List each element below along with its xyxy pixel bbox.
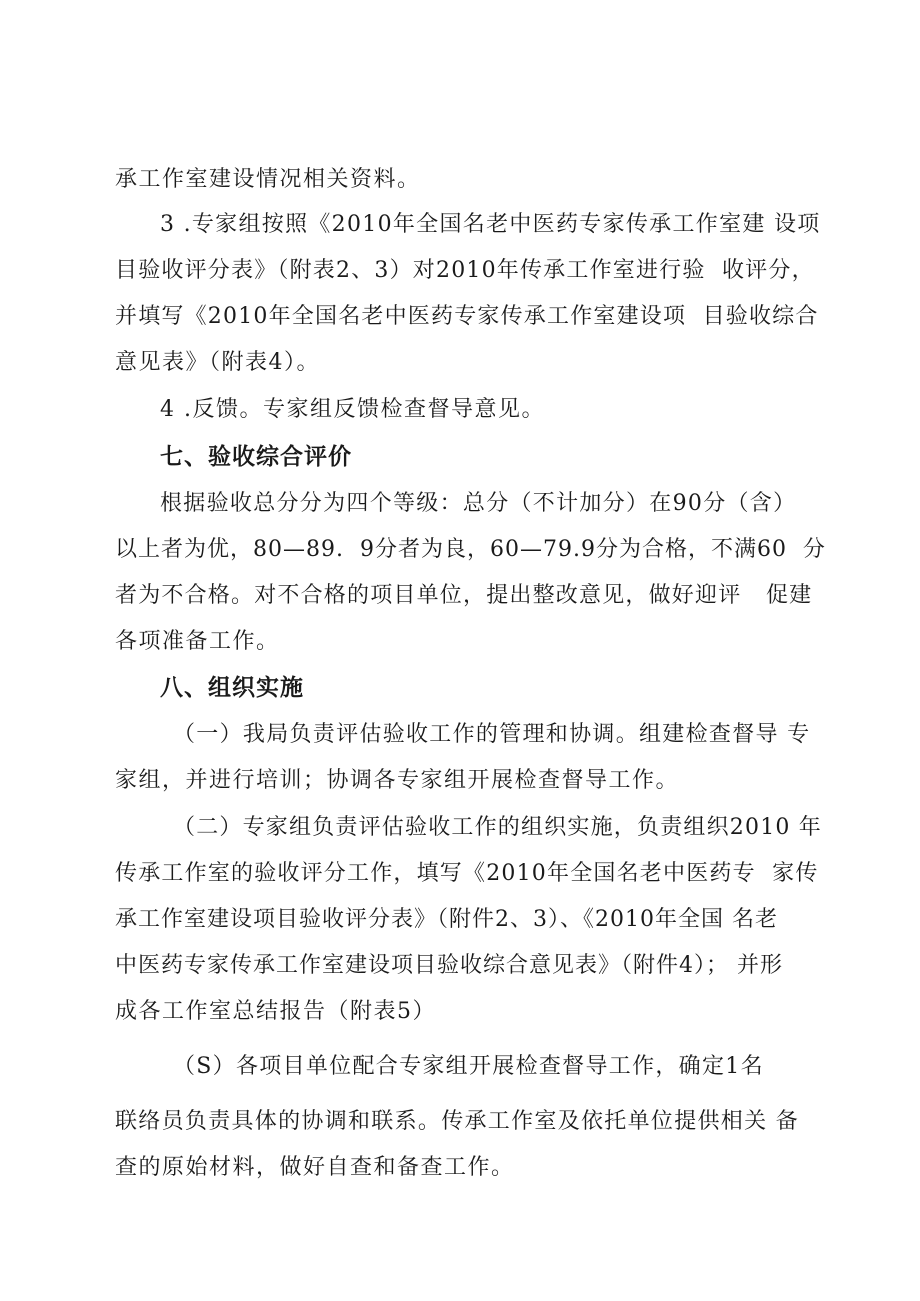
text-line: 联络员负责具体的协调和联系。传承工作室及依托单位提供相关 备: [115, 1109, 799, 1134]
text-line: 以上者为优，80—89. 9分者为良，60—79.9分为合格，不满60 分: [115, 537, 826, 562]
text-line: 各项准备工作。: [115, 629, 280, 654]
text-line: 家组，并进行培训；协调各专家组开展检查督导工作。: [115, 768, 680, 793]
text-line: （一）我局负责评估验收工作的管理和协调。组建检查督导 专: [173, 722, 811, 747]
section-heading: 八、组织实施: [160, 675, 304, 701]
text-line: 传承工作室的验收评分工作，填写《2010年全国名老中医药专 家传: [115, 861, 819, 886]
text-line: 中医药专家传承工作室建设项目验收综合意见表》（附件4）； 并形: [115, 953, 783, 978]
text-line: 者为不合格。对不合格的项目单位，提出整改意见，做好迎评 促建: [115, 583, 813, 608]
text-line: （S）各项目单位配合专家组开展检查督导工作，确定1名: [173, 1054, 764, 1079]
text-line: 目验收评分表》（附表2、3）对2010年传承工作室进行验 收评分，: [115, 258, 815, 283]
text-line: 承工作室建设项目验收评分表》（附件2、3）、《2010年全国 名老: [115, 907, 778, 932]
text-line: 3 .专家组按照《2010年全国名老中医药专家传承工作室建 设项: [160, 212, 821, 237]
text-line: 意见表》（附表4）。: [115, 350, 320, 375]
section-heading: 七、验收综合评价: [160, 444, 352, 470]
text-line: 根据验收总分分为四个等级：总分（不计加分）在90分（含）: [160, 491, 797, 516]
text-line: 并填写《2010年全国名老中医药专家传承工作室建设项 目验收综合: [115, 304, 819, 329]
text-line: 成各工作室总结报告（附表5）: [115, 999, 436, 1024]
text-line: 查的原始材料，做好自查和备查工作。: [115, 1155, 515, 1180]
text-line: （二）专家组负责评估验收工作的组织实施，负责组织2010 年: [173, 815, 822, 840]
text-line: 4 .反馈。专家组反馈检查督导意见。: [160, 397, 545, 422]
text-line: 承工作室建设情况相关资料。: [115, 167, 421, 192]
